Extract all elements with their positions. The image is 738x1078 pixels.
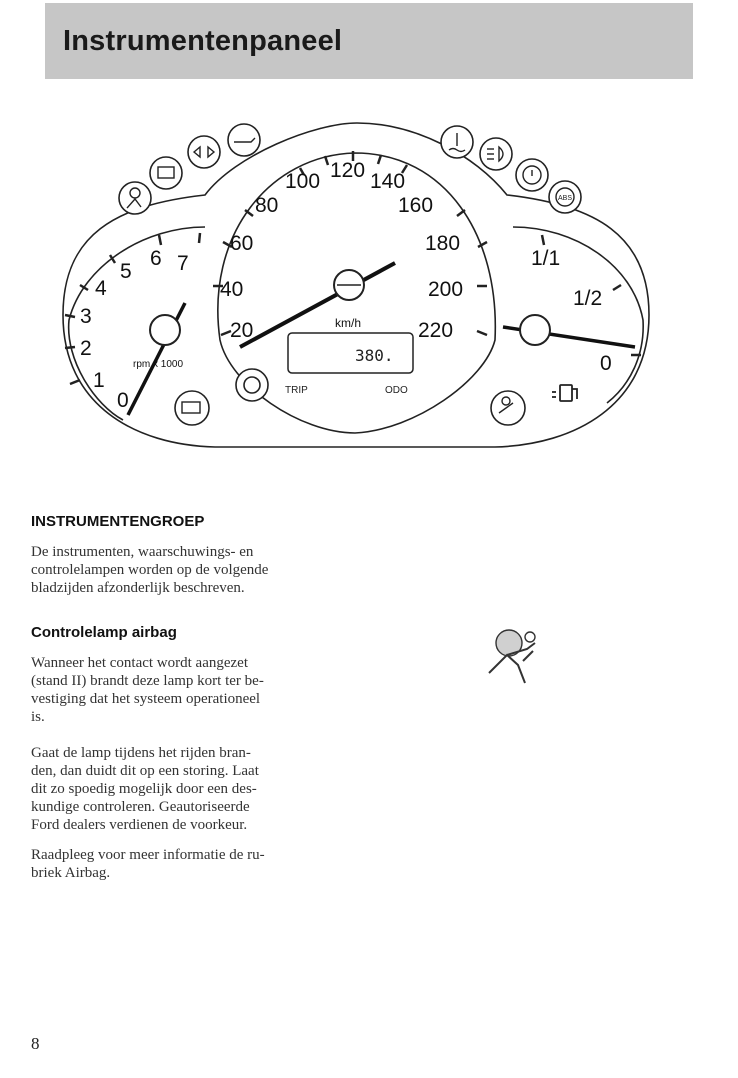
paragraph-line: briek Airbag.	[31, 865, 111, 881]
fuel-label-half: 1/2	[573, 287, 603, 310]
tacho-label-3: 3	[80, 305, 92, 328]
page-header	[45, 3, 693, 79]
airbag-paragraph-2	[31, 744, 341, 834]
engine-management-lamp	[175, 391, 209, 425]
speed-label-100: 100	[285, 170, 321, 193]
intro-line: De instrumenten, waarschuwings- en	[31, 544, 254, 560]
tacho-label-1: 1	[93, 369, 105, 392]
speed-label-200: 200	[428, 278, 464, 301]
trip-reset-button	[236, 369, 268, 401]
speed-label-120: 120	[330, 159, 366, 182]
tachometer-hub	[150, 315, 180, 345]
instrument-cluster-illustration	[55, 115, 657, 467]
airbag-paragraph-1	[31, 654, 341, 726]
airbag-paragraph-3	[31, 846, 341, 882]
section-title: INSTRUMENTENGROEP	[31, 513, 205, 530]
paragraph-line: kundige controleren. Geautoriseerde	[31, 799, 250, 815]
speed-label-60: 60	[230, 232, 254, 255]
fuel-pump-icon	[552, 385, 577, 401]
seatbelt-warning-lamp	[491, 391, 525, 425]
paragraph-line: den, dan duidt dit op een storing. Laat	[31, 763, 259, 779]
intro-line: controlelampen worden op de volgende	[31, 562, 269, 578]
odometer-value: 380.	[355, 346, 394, 365]
fuel-label-empty: 0	[600, 352, 612, 375]
page-title: Instrumentenpaneel	[63, 25, 343, 57]
tacho-label-6: 6	[150, 247, 162, 270]
paragraph-line: vestiging dat het systeem operationeel	[31, 691, 261, 707]
fuel-hub	[520, 315, 550, 345]
fuel-label-full: 1/1	[531, 247, 561, 270]
trip-label: TRIP	[285, 385, 308, 396]
odometer-display	[288, 333, 413, 373]
oil-pressure-lamp	[228, 124, 260, 156]
odo-label: ODO	[385, 385, 408, 396]
speed-label-180: 180	[425, 232, 461, 255]
intro-paragraph	[31, 543, 341, 597]
page-number: 8	[31, 1034, 40, 1053]
intro-line: bladzijden afzonderlijk beschreven.	[31, 580, 245, 596]
speed-label-40: 40	[220, 278, 244, 301]
speed-unit-label: km/h	[335, 316, 362, 330]
tacho-label-2: 2	[80, 337, 92, 360]
speed-label-220: 220	[418, 319, 454, 342]
tacho-label-4: 4	[95, 277, 107, 300]
airbag-warning-symbol-icon	[485, 621, 545, 685]
battery-warning-lamp	[150, 157, 182, 189]
abs-lamp-label: ABS	[557, 195, 573, 202]
paragraph-line: dit zo spoedig mogelijk door een des-	[31, 781, 257, 797]
paragraph-line: (stand II) brandt deze lamp kort ter be-	[31, 673, 264, 689]
speed-label-20: 20	[230, 319, 254, 342]
airbag-subtitle: Controlelamp airbag	[31, 624, 177, 641]
paragraph-line: is.	[31, 709, 45, 725]
tacho-label-7: 7	[177, 252, 189, 275]
paragraph-line: Gaat de lamp tijdens het rijden bran-	[31, 745, 251, 761]
tacho-label-5: 5	[120, 260, 132, 283]
paragraph-line: Wanneer het contact wordt aangezet	[31, 655, 249, 671]
high-beam-lamp	[480, 138, 512, 170]
indicator-lamp	[188, 136, 220, 168]
speed-label-80: 80	[255, 194, 279, 217]
tacho-label-0: 0	[117, 389, 129, 412]
paragraph-line: Ford dealers verdienen de voorkeur.	[31, 817, 248, 833]
paragraph-line: Raadpleeg voor meer informatie de ru-	[31, 847, 265, 863]
speed-label-160: 160	[398, 194, 434, 217]
speed-label-140: 140	[370, 170, 406, 193]
tacho-unit-label: rpm x 1000	[133, 359, 184, 370]
